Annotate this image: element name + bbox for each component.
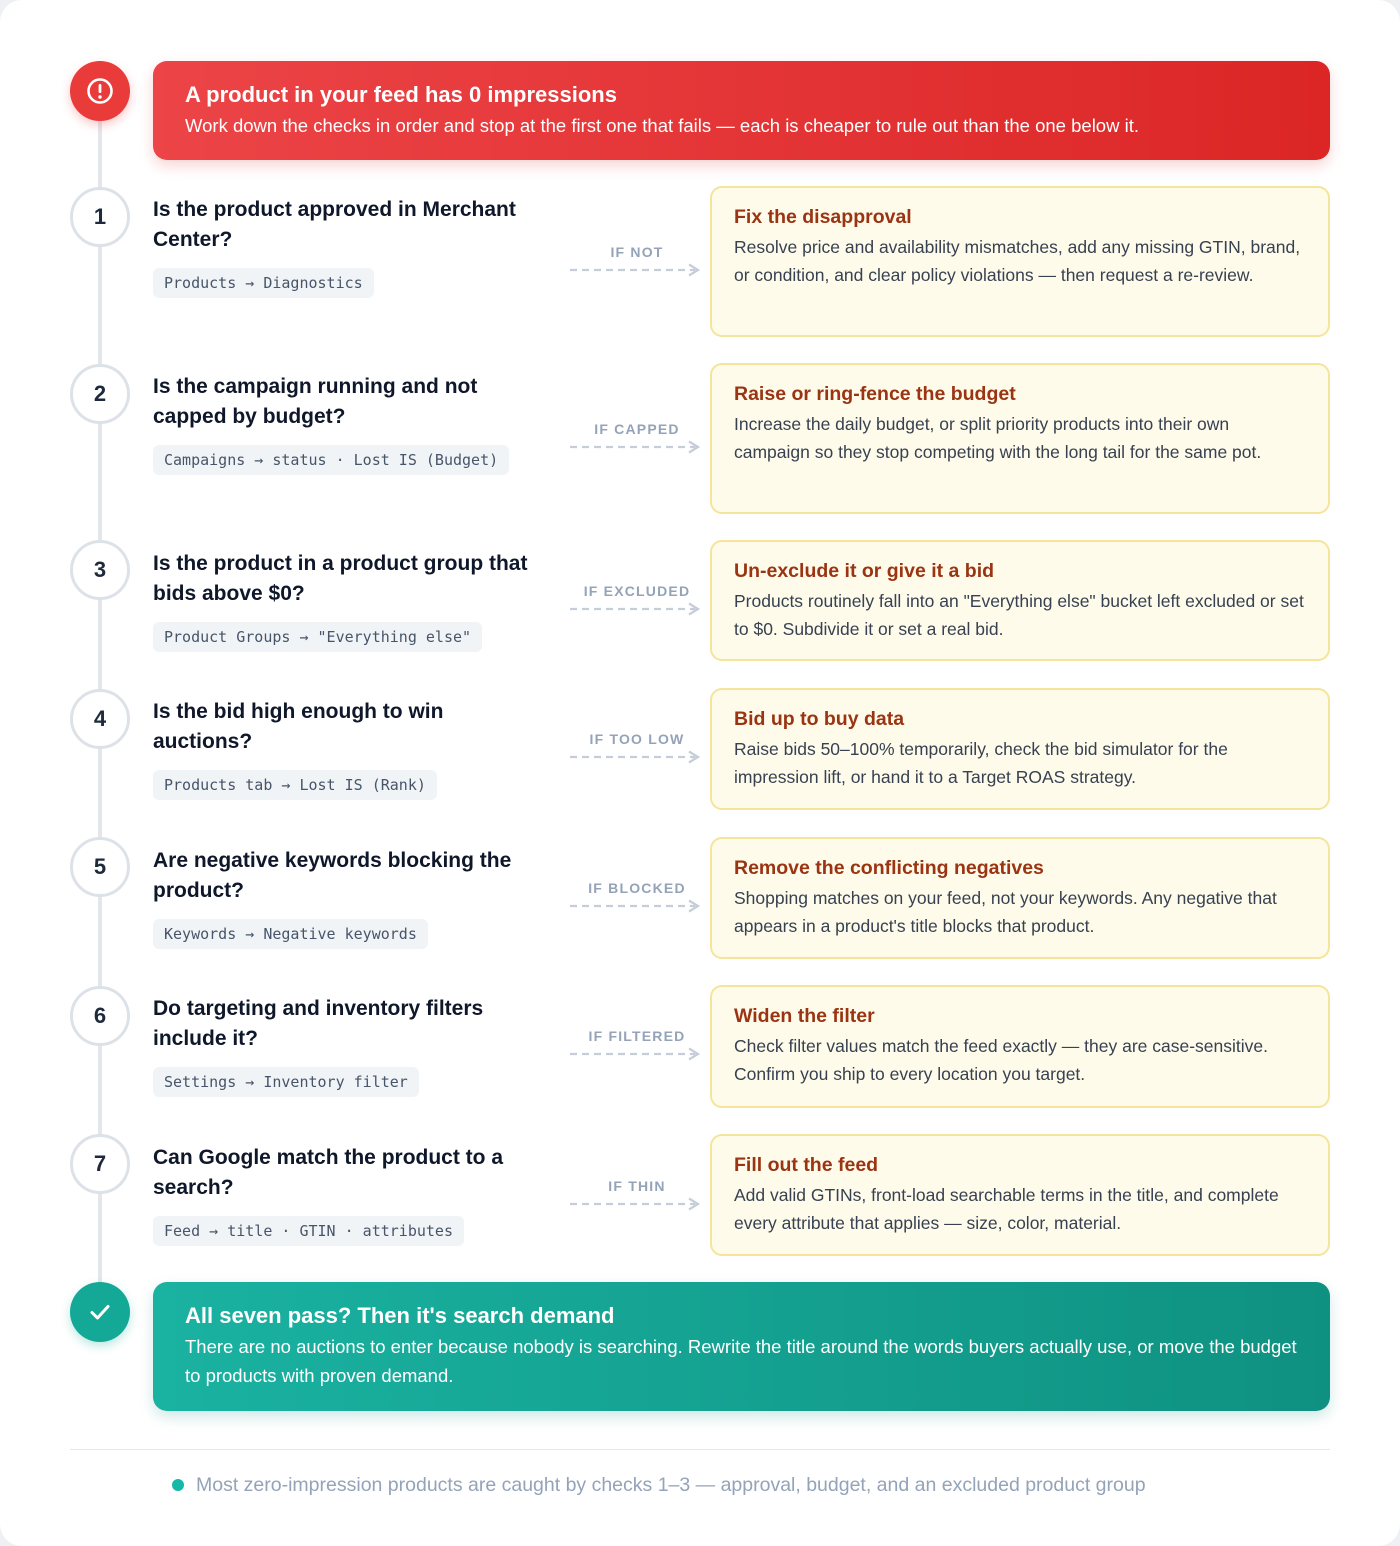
step-number-5: 5 [70,837,130,897]
fix-card-3 [710,540,1330,661]
fix-card-4 [710,688,1330,810]
step-number-3: 3 [70,540,130,600]
alert-circle-icon [70,61,130,121]
condition-label-2: IF CAPPED [594,421,680,437]
question-text: Is the product in a product group that bids above $0? [153,552,528,605]
fix-title: Widen the filter [734,1005,875,1027]
result-body: There are no auctions to enter because nobody is searching. Rewrite the title around the words buyers actually use, or move the budget to products with proven demand. [185,1336,1297,1386]
step-number-7: 7 [70,1134,130,1194]
location-path-chip: Products → Diagnostics [153,268,374,298]
condition-label-6: IF FILTERED [588,1028,686,1044]
problem-subtitle: Work down the checks in order and stop at the first one that fails — each is cheaper to rule out than the one below it. [185,115,1139,136]
step-question-4 [153,697,543,800]
step-number-2: 2 [70,364,130,424]
fix-title: Fill out the feed [734,1154,879,1176]
footnote-text: Most zero-impression products are caught by checks 1–3 — approval, budget, and an excluded product group [196,1474,1146,1496]
fix-title: Bid up to buy data [734,708,905,730]
step-question-5 [153,846,543,949]
dashed-arrow-3 [570,602,706,616]
problem-banner [153,61,1330,160]
fix-title: Un-exclude it or give it a bid [734,560,995,582]
fix-body: Raise bids 50–100% temporarily, check the bid simulator for the impression lift, or hand it to a Target ROAS strategy. [734,739,1228,787]
fix-card-7 [710,1134,1330,1256]
step-question-1 [153,195,543,298]
dashed-arrow-1 [570,263,706,277]
fix-card-2 [710,363,1330,514]
question-text: Is the bid high enough to win auctions? [153,700,444,753]
fix-body: Increase the daily budget, or split priority products into their own campaign so they stop competing with the long tail for the same pot. [734,414,1262,462]
result-banner [153,1282,1330,1411]
dashed-arrow-6 [570,1047,706,1061]
fix-card-6 [710,985,1330,1108]
fix-card-1 [710,186,1330,337]
teal-dot-icon [172,1479,184,1491]
step-question-6 [153,994,543,1097]
location-path-chip: Feed → title · GTIN · attributes [153,1216,464,1246]
fix-body: Products routinely fall into an "Everything else" bucket left excluded or set to $0. Subdivide it or set a real bid. [734,591,1304,639]
question-text: Is the product approved in Merchant Center? [153,198,516,251]
fix-title: Remove the conflicting negatives [734,857,1044,879]
location-path-chip: Products tab → Lost IS (Rank) [153,770,437,800]
condition-label-5: IF BLOCKED [588,880,686,896]
question-text: Can Google match the product to a search? [153,1146,504,1199]
condition-label-4: IF TOO LOW [589,731,685,747]
fix-body: Shopping matches on your feed, not your keywords. Any negative that appears in a product's title blocks that product. [734,888,1277,936]
dashed-arrow-2 [570,440,706,454]
fix-body: Resolve price and availability mismatches, add any missing GTIN, brand, or condition, and clear policy violations — then request a re-review. [734,237,1301,285]
checkmark-icon [70,1282,130,1342]
result-title: All seven pass? Then it's search demand [185,1303,615,1328]
footer-divider [70,1449,1330,1450]
condition-label-3: IF EXCLUDED [583,583,691,599]
fix-card-5 [710,837,1330,959]
location-path-chip: Settings → Inventory filter [153,1067,419,1097]
question-text: Is the campaign running and not capped by budget? [153,375,478,428]
dashed-arrow-4 [570,750,706,764]
step-question-3 [153,549,543,652]
step-number-4: 4 [70,689,130,749]
step-question-7 [153,1143,543,1246]
condition-label-7: IF THIN [608,1178,666,1194]
fix-title: Raise or ring-fence the budget [734,383,1016,405]
location-path-chip: Keywords → Negative keywords [153,919,428,949]
question-text: Do targeting and inventory filters include it? [153,997,484,1050]
dashed-arrow-7 [570,1197,706,1211]
fix-title: Fix the disapproval [734,206,912,228]
condition-label-1: IF NOT [610,244,664,260]
step-number-1: 1 [70,187,130,247]
dashed-arrow-5 [570,899,706,913]
step-question-2 [153,372,543,475]
footnote [172,1470,1146,1500]
problem-title: A product in your feed has 0 impressions [185,82,617,107]
location-path-chip: Campaigns → status · Lost IS (Budget) [153,445,509,475]
fix-body: Check filter values match the feed exactly — they are case-sensitive. Confirm you ship to every location you target. [734,1036,1268,1084]
fix-body: Add valid GTINs, front-load searchable terms in the title, and complete every attribute that applies — size, color, material. [734,1185,1279,1233]
step-number-6: 6 [70,986,130,1046]
question-text: Are negative keywords blocking the product? [153,849,512,902]
location-path-chip: Product Groups → "Everything else" [153,622,482,652]
